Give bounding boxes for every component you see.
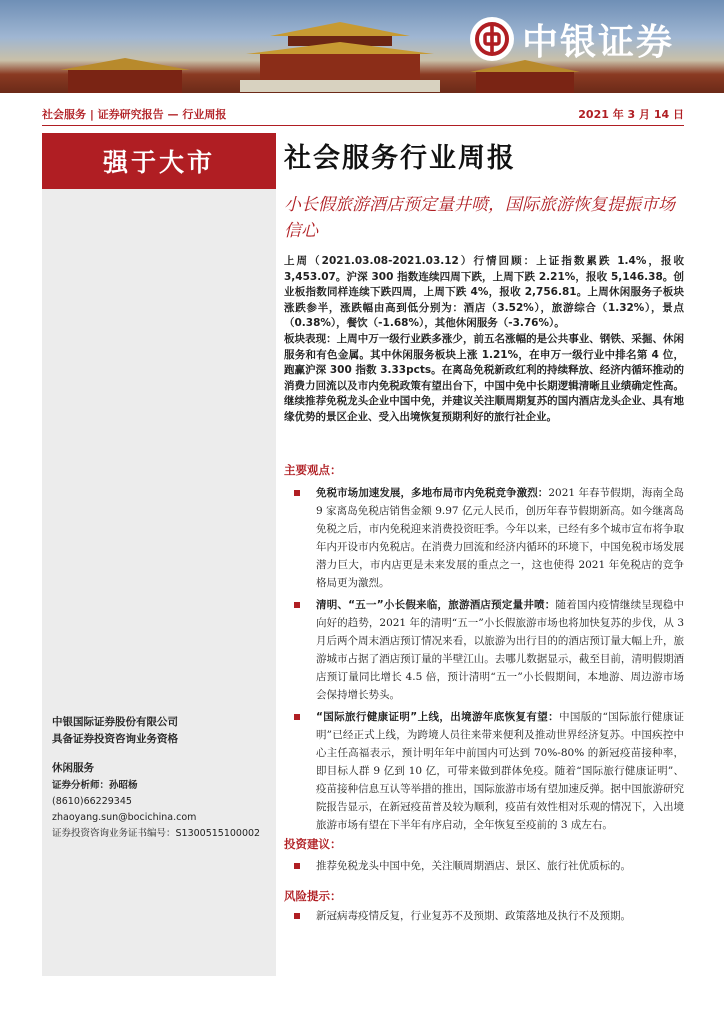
market-summary bbox=[284, 254, 684, 426]
analyst-sector: 休闲服务 bbox=[52, 762, 94, 774]
risk-item bbox=[284, 908, 684, 924]
analyst-phone: (8610)66229345 bbox=[52, 796, 132, 807]
list-item bbox=[284, 596, 684, 704]
bullet-icon bbox=[294, 490, 300, 496]
main-points-list bbox=[284, 484, 684, 838]
point-lead: “国际旅行健康证明”上线，出境游年底恢复有望： bbox=[316, 711, 559, 723]
analyst-name: 证券分析师：孙昭杨 bbox=[52, 780, 138, 791]
investment-item bbox=[284, 858, 684, 874]
palace-wing-image bbox=[60, 58, 190, 93]
breadcrumb: 社会服务 | 证券研究报告 — 行业周报 bbox=[42, 108, 227, 121]
sidebar-panel bbox=[42, 133, 276, 976]
point-lead: 清明、“五一”小长假来临，旅游酒店预定量井喷： bbox=[316, 599, 556, 611]
page-title: 社会服务行业周报 bbox=[284, 143, 516, 174]
company-qualification: 具备证券投资咨询业务资格 bbox=[52, 733, 178, 745]
list-item bbox=[284, 708, 684, 834]
investment-heading: 投资建议： bbox=[284, 837, 342, 851]
rating-badge: 强于大市 bbox=[42, 133, 276, 189]
report-subtitle: 小长假旅游酒店预定量井喷，国际旅游恢复提振市场信心 bbox=[284, 195, 675, 241]
summary-paragraph: 上周（2021.03.08-2021.03.12）行情回顾：上证指数累跌 1.4%，报收 3,453.07。沪深 300 指数连续四周下跌，上周下跌 2.21%，报收 5,146.38。创业板指数同样连续下跌四周，上周下跌 4%，报收 2,756.81。上周休闲服务子板块涨跌参半，涨跌幅由高到低分别为：酒店（3.52%），旅游综合（1.32%），景点（0.38%），餐饮（-1.68%），其他休闲服务（-3.76%）。 bbox=[284, 255, 684, 330]
point-text: 2021 年春节假期，海南全岛 9 家离岛免税店销售金额 9.97 亿元人民币，创历年春节假期新高。如今继离岛免税之后，市内免税迎来消费投资旺季。今年以来，已经有多个城市宣布将争取年内开设市内免税店。在消费力回流和经济内循环的环境下，中国免税市场发展潜力巨大，市内店更是未来发展的重点之一，这也使得 2021 年免税店的竞争格局更为激烈。 bbox=[316, 487, 685, 589]
point-text: 随着国内疫情继续呈现稳中向好的趋势，2021 年的清明“五一”小长假旅游市场也将加快复苏的步伐，从 3 月后两个周末酒店预订情况来看，以旅游为出行目的的酒店预订量大幅上升，旅游城市占据了酒店预订量的半壁江山。去哪儿数据显示，截至目前，清明假期酒店预订量同比增长 4.5 倍，预计清明“五一”小长假期间，本地游、周边游市场会保持增长势头。 bbox=[316, 599, 685, 701]
header-banner-image bbox=[0, 0, 724, 93]
bullet-icon bbox=[294, 602, 300, 608]
company-name: 中银国际证券股份有限公司 bbox=[52, 716, 178, 728]
summary-paragraph: 板块表现：上周中万一级行业跌多涨少，前五名涨幅的是公共事业、钢铁、采掘、休闲服务和有色金属。其中休闲服务板块上涨 1.21%，在申万一级行业中排名第 4 位，跑赢沪深 300 指数 3.33pcts。在离岛免税新政红利的持续释放、经济内循环推动的消费力回流以及市内免税政策有望出台下，中国中免中长期逻辑清晰且业绩确定性高。继续推荐免税龙头企业中国中免，并建议关注顺周期复苏的国内酒店龙头企业、具有地缘优势的景区企业、受入出境恢复预期利好的旅行社企业。 bbox=[284, 332, 684, 423]
point-text: 中国版的“国际旅行健康证明”已经正式上线，为跨境人员往来带来便利及推动世界经济复苏。中国疾控中心主任高福表示，预计明年年中前国内可达到 70%-80% 的新冠疫苗接种率，即目标人群 9 亿到 10 亿，可带来做到群体免疫。随着“国际旅行健康证明”、疫苗接种信息互认等举措的推出，国际旅游市场有望加速反弹。据中国旅游研究院报告显示，在新冠疫苗普及较为顺利，疫苗有效性相对乐观的情况下，入出境旅游市场有望在下半年有序启动，全年恢复至疫前的 3 成左右。 bbox=[316, 711, 684, 831]
bullet-icon bbox=[294, 714, 300, 720]
brand-logo bbox=[470, 8, 720, 70]
investment-text: 推荐免税龙头中国中免，关注顺周期酒店、景区、旅行社优质标的。 bbox=[316, 860, 631, 872]
risk-text: 新冠病毒疫情反复，行业复苏不及预期、政策落地及执行不及预期。 bbox=[316, 910, 631, 922]
bullet-icon bbox=[294, 863, 300, 869]
main-points-heading: 主要观点： bbox=[284, 463, 342, 477]
risk-heading: 风险提示： bbox=[284, 889, 342, 903]
company-info bbox=[52, 714, 178, 748]
analyst-cert: 证券投资咨询业务证书编号：S1300515100002 bbox=[52, 828, 261, 839]
analyst-info bbox=[52, 760, 260, 842]
analyst-email: zhaoyang.sun@bocichina.com bbox=[52, 812, 197, 823]
point-lead: 免税市场加速发展，多地布局市内免税竞争激烈： bbox=[316, 487, 549, 499]
report-date: 2021 年 3 月 14 日 bbox=[578, 108, 684, 121]
list-item bbox=[284, 484, 684, 592]
report-meta-bar bbox=[42, 103, 684, 126]
brand-name: 中银证券 bbox=[522, 20, 675, 63]
bullet-icon bbox=[294, 913, 300, 919]
boc-logo-icon bbox=[470, 17, 514, 61]
palace-hall-image bbox=[240, 22, 440, 92]
